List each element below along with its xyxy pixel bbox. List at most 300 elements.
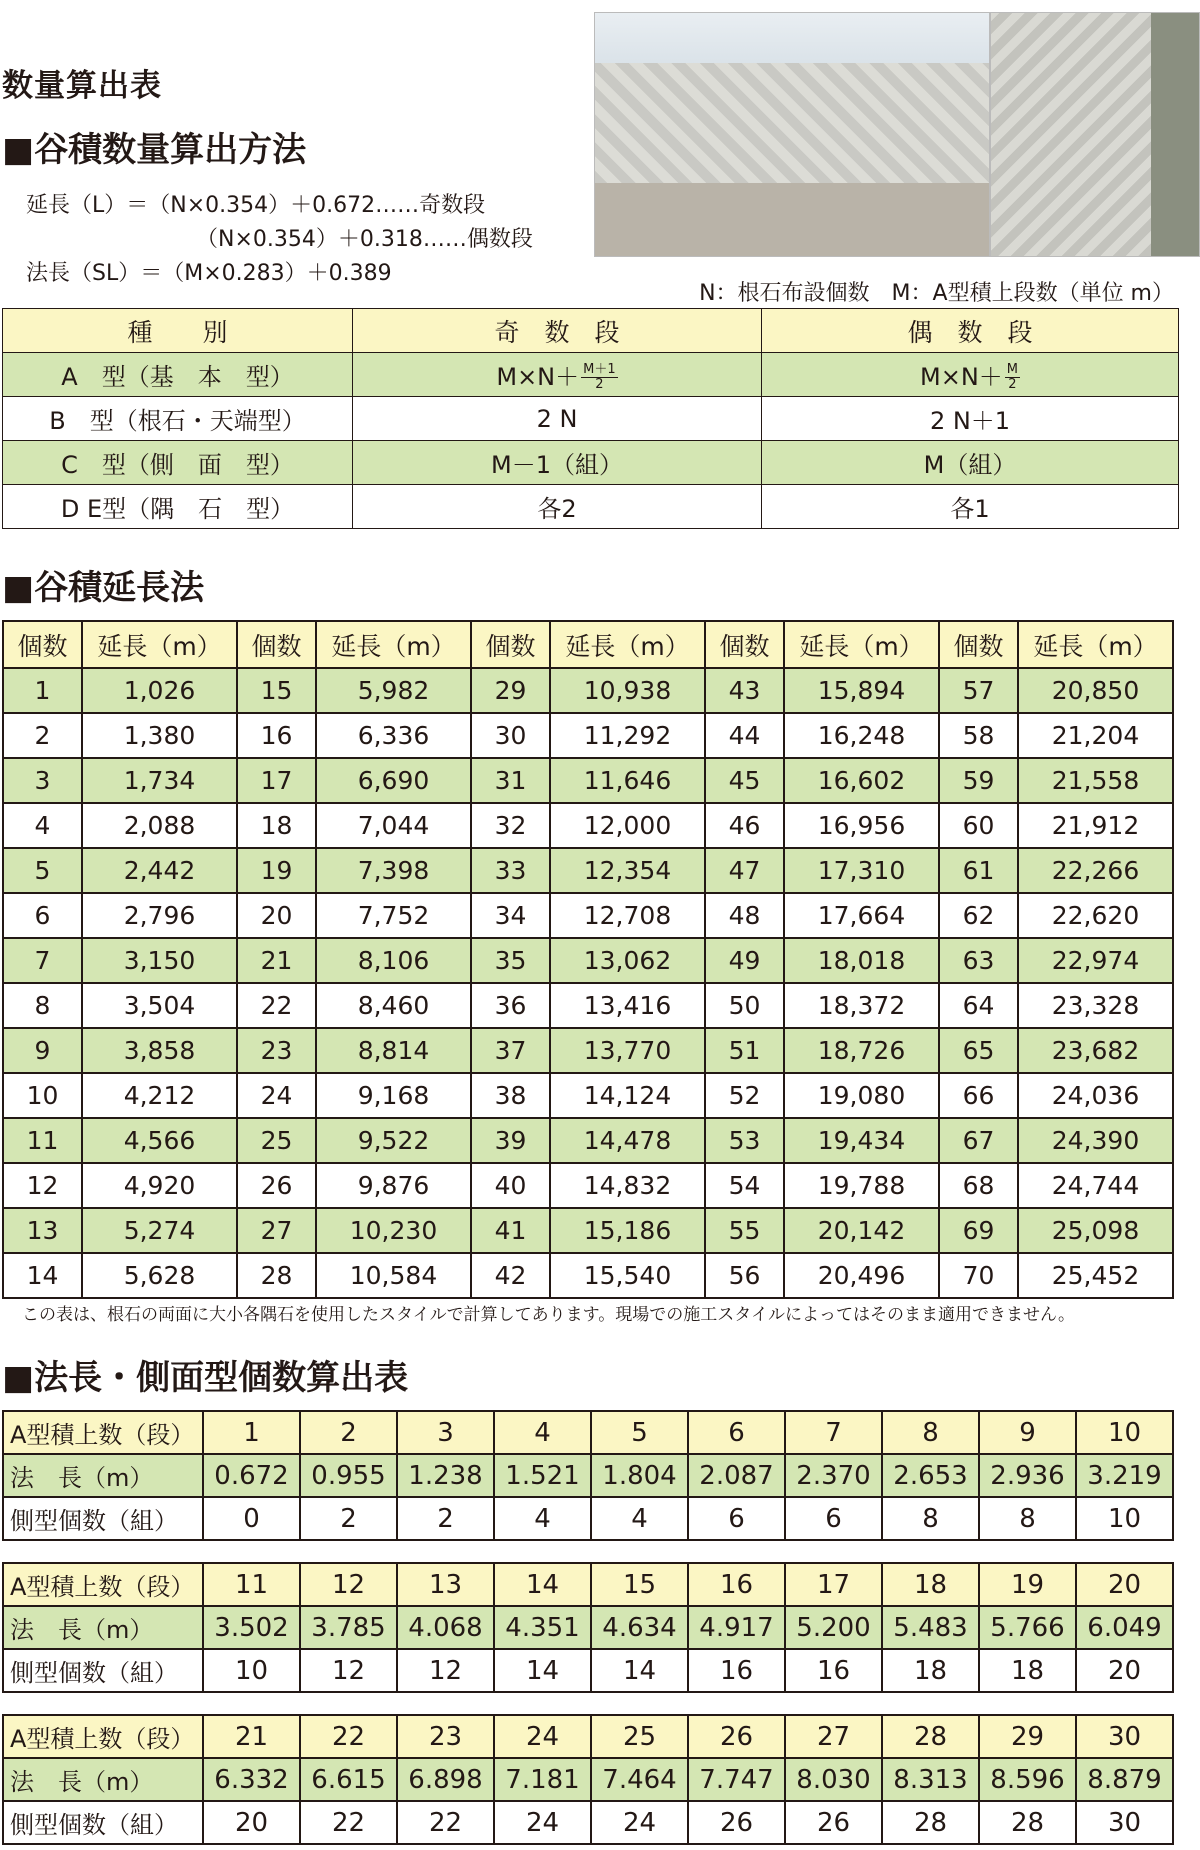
value-cell: 4.068: [397, 1606, 494, 1649]
value-cell: 2.370: [785, 1454, 882, 1497]
count-cell: 48: [705, 893, 784, 938]
count-cell: 11: [3, 1118, 82, 1163]
value-cell: 30: [1076, 1715, 1173, 1758]
length-cell: 25,452: [1018, 1253, 1173, 1298]
count-cell: 28: [237, 1253, 316, 1298]
length-cell: 7,398: [316, 848, 471, 893]
value-cell: 28: [882, 1801, 979, 1844]
count-cell: 19: [237, 848, 316, 893]
header-length: 延長（m）: [316, 621, 471, 668]
length-table: [2, 620, 1174, 1299]
length-cell: 10,938: [550, 668, 705, 713]
value-cell: 4: [591, 1497, 688, 1540]
length-cell: 13,062: [550, 938, 705, 983]
formula-slope-expr: （M×0.283）＋0.389: [162, 261, 392, 286]
value-cell: 2: [300, 1411, 397, 1454]
count-cell: 13: [3, 1208, 82, 1253]
value-cell: 19: [979, 1563, 1076, 1606]
header-length: 延長（m）: [550, 621, 705, 668]
length-cell: 17,310: [784, 848, 939, 893]
value-cell: 7.747: [688, 1758, 785, 1801]
table-row: [3, 1028, 1173, 1073]
count-cell: 29: [471, 668, 550, 713]
value-cell: 28: [979, 1801, 1076, 1844]
odd-formula-prefix: M×N＋: [496, 362, 580, 391]
fraction: [581, 363, 618, 392]
table-row: [3, 1163, 1173, 1208]
count-cell: 15: [237, 668, 316, 713]
table-row: [3, 1253, 1173, 1298]
length-table-header: [3, 621, 1173, 668]
length-cell: 21,558: [1018, 758, 1173, 803]
count-cell: 57: [939, 668, 1018, 713]
value-cell: 0.672: [203, 1454, 300, 1497]
length-cell: 16,602: [784, 758, 939, 803]
type-name: B 型（根石・天端型）: [3, 397, 353, 441]
odd-value: M－1（組）: [353, 441, 762, 485]
count-cell: 2: [3, 713, 82, 758]
even-value: 2 N＋1: [762, 397, 1179, 441]
value-cell: 3: [397, 1411, 494, 1454]
count-cell: 42: [471, 1253, 550, 1298]
value-cell: 3.502: [203, 1606, 300, 1649]
length-cell: 10,230: [316, 1208, 471, 1253]
length-cell: 15,894: [784, 668, 939, 713]
count-cell: 9: [3, 1028, 82, 1073]
value-cell: 14: [494, 1563, 591, 1606]
slope-table: [2, 1410, 1174, 1541]
header-count: 個数: [705, 621, 784, 668]
value-cell: 3.785: [300, 1606, 397, 1649]
value-cell: 14: [494, 1649, 591, 1692]
row-label: 法 長（m）: [3, 1758, 203, 1801]
length-cell: 7,752: [316, 893, 471, 938]
row-label: 法 長（m）: [3, 1454, 203, 1497]
side-count-row: [3, 1497, 1173, 1540]
value-cell: 3.219: [1076, 1454, 1173, 1497]
value-cell: 0: [203, 1497, 300, 1540]
value-cell: 8.313: [882, 1758, 979, 1801]
fraction-denominator: 2: [595, 377, 604, 393]
value-cell: 24: [494, 1715, 591, 1758]
fraction: [1005, 363, 1020, 392]
count-cell: 49: [705, 938, 784, 983]
count-cell: 8: [3, 983, 82, 1028]
count-cell: 37: [471, 1028, 550, 1073]
length-cell: 14,124: [550, 1073, 705, 1118]
length-cell: 1,026: [82, 668, 237, 713]
formula-length-label: 延長（L）＝: [26, 193, 149, 218]
value-cell: 8.879: [1076, 1758, 1173, 1801]
header-type: 種 別: [3, 309, 353, 353]
retaining-wall-closeup-photo: [990, 12, 1200, 257]
count-cell: 4: [3, 803, 82, 848]
header-length: 延長（m）: [1018, 621, 1173, 668]
count-cell: 5: [3, 848, 82, 893]
count-cell: 27: [237, 1208, 316, 1253]
type-row-c: [3, 441, 1179, 485]
header-even: 偶 数 段: [762, 309, 1179, 353]
value-cell: 6.615: [300, 1758, 397, 1801]
header-count: 個数: [471, 621, 550, 668]
value-cell: 7: [785, 1411, 882, 1454]
length-cell: 14,832: [550, 1163, 705, 1208]
value-cell: 6: [785, 1497, 882, 1540]
type-name: D E型（隅 石 型）: [3, 485, 353, 529]
length-cell: 9,168: [316, 1073, 471, 1118]
count-cell: 41: [471, 1208, 550, 1253]
fraction-numerator: M＋1: [583, 362, 616, 378]
value-cell: 5: [591, 1411, 688, 1454]
steps-row: [3, 1411, 1173, 1454]
length-cell: 11,646: [550, 758, 705, 803]
type-row-de: [3, 485, 1179, 529]
table-row: [3, 1073, 1173, 1118]
value-cell: 8: [979, 1497, 1076, 1540]
count-cell: 21: [237, 938, 316, 983]
count-cell: 63: [939, 938, 1018, 983]
table-row: [3, 1118, 1173, 1163]
formula-slope-label: 法長（SL）＝: [26, 261, 163, 286]
value-cell: 1.238: [397, 1454, 494, 1497]
footnote: この表は、根石の両面に大小各隅石を使用したスタイルで計算してあります。現場での施工スタイルによってはそのまま適用できません。: [22, 1305, 1075, 1325]
length-cell: 4,212: [82, 1073, 237, 1118]
even-value: 各1: [762, 485, 1179, 529]
value-cell: 21: [203, 1715, 300, 1758]
side-count-row: [3, 1801, 1173, 1844]
type-row-b: [3, 397, 1179, 441]
value-cell: 16: [688, 1649, 785, 1692]
count-cell: 40: [471, 1163, 550, 1208]
length-cell: 22,266: [1018, 848, 1173, 893]
count-cell: 56: [705, 1253, 784, 1298]
length-cell: 2,088: [82, 803, 237, 848]
count-cell: 7: [3, 938, 82, 983]
slope-table: [2, 1562, 1174, 1693]
length-cell: 20,142: [784, 1208, 939, 1253]
count-cell: 69: [939, 1208, 1018, 1253]
count-cell: 32: [471, 803, 550, 848]
table-row: [3, 803, 1173, 848]
table-row: [3, 758, 1173, 803]
count-cell: 53: [705, 1118, 784, 1163]
length-cell: 14,478: [550, 1118, 705, 1163]
value-cell: 6: [688, 1497, 785, 1540]
value-cell: 4: [494, 1497, 591, 1540]
value-cell: 18: [882, 1649, 979, 1692]
slope-table: [2, 1714, 1174, 1845]
length-cell: 6,690: [316, 758, 471, 803]
value-cell: 12: [300, 1649, 397, 1692]
count-cell: 12: [3, 1163, 82, 1208]
value-cell: 9: [979, 1411, 1076, 1454]
length-cell: 13,770: [550, 1028, 705, 1073]
count-cell: 54: [705, 1163, 784, 1208]
value-cell: 1.804: [591, 1454, 688, 1497]
row-label: 側型個数（組）: [3, 1497, 203, 1540]
length-cell: 20,850: [1018, 668, 1173, 713]
length-cell: 8,106: [316, 938, 471, 983]
value-cell: 14: [591, 1649, 688, 1692]
count-cell: 25: [237, 1118, 316, 1163]
value-cell: 7.464: [591, 1758, 688, 1801]
value-cell: 8.030: [785, 1758, 882, 1801]
value-cell: 7.181: [494, 1758, 591, 1801]
value-cell: 2.087: [688, 1454, 785, 1497]
length-cell: 5,628: [82, 1253, 237, 1298]
value-cell: 16: [688, 1563, 785, 1606]
type-table: [2, 308, 1179, 529]
page-title: 数量算出表: [2, 68, 162, 104]
odd-formula: [353, 353, 762, 397]
value-cell: 18: [882, 1563, 979, 1606]
count-cell: 47: [705, 848, 784, 893]
length-cell: 2,442: [82, 848, 237, 893]
table-row: [3, 1208, 1173, 1253]
length-cell: 19,080: [784, 1073, 939, 1118]
table-row: [3, 848, 1173, 893]
formula-line-3: [26, 256, 392, 287]
length-cell: 18,726: [784, 1028, 939, 1073]
value-cell: 26: [688, 1715, 785, 1758]
table-row: [3, 983, 1173, 1028]
count-cell: 34: [471, 893, 550, 938]
count-cell: 39: [471, 1118, 550, 1163]
value-cell: 10: [1076, 1411, 1173, 1454]
length-cell: 1,380: [82, 713, 237, 758]
count-cell: 10: [3, 1073, 82, 1118]
count-cell: 65: [939, 1028, 1018, 1073]
length-cell: 5,274: [82, 1208, 237, 1253]
count-cell: 36: [471, 983, 550, 1028]
length-cell: 19,788: [784, 1163, 939, 1208]
value-cell: 5.483: [882, 1606, 979, 1649]
formula-line-2: （N×0.354）＋0.318……偶数段: [196, 227, 533, 252]
value-cell: 1: [203, 1411, 300, 1454]
steps-row: [3, 1715, 1173, 1758]
value-cell: 20: [203, 1801, 300, 1844]
count-cell: 51: [705, 1028, 784, 1073]
length-cell: 21,912: [1018, 803, 1173, 848]
section-heading-slope: ■法長・側面型個数算出表: [2, 1358, 409, 1398]
value-cell: 2: [397, 1497, 494, 1540]
length-cell: 12,354: [550, 848, 705, 893]
side-count-row: [3, 1649, 1173, 1692]
count-cell: 30: [471, 713, 550, 758]
value-cell: 23: [397, 1715, 494, 1758]
count-cell: 3: [3, 758, 82, 803]
value-cell: 4.351: [494, 1606, 591, 1649]
count-cell: 14: [3, 1253, 82, 1298]
value-cell: 22: [397, 1801, 494, 1844]
count-cell: 60: [939, 803, 1018, 848]
value-cell: 4.917: [688, 1606, 785, 1649]
value-cell: 5.200: [785, 1606, 882, 1649]
value-cell: 10: [1076, 1497, 1173, 1540]
value-cell: 30: [1076, 1801, 1173, 1844]
length-cell: 8,460: [316, 983, 471, 1028]
length-cell: 19,434: [784, 1118, 939, 1163]
even-formula: [762, 353, 1179, 397]
table-row: [3, 668, 1173, 713]
row-label: A型積上数（段）: [3, 1715, 203, 1758]
value-cell: 18: [979, 1649, 1076, 1692]
count-cell: 67: [939, 1118, 1018, 1163]
length-cell: 3,858: [82, 1028, 237, 1073]
table-row: [3, 713, 1173, 758]
length-cell: 17,664: [784, 893, 939, 938]
count-cell: 55: [705, 1208, 784, 1253]
table-row: [3, 893, 1173, 938]
value-cell: 16: [785, 1649, 882, 1692]
odd-value: 2 N: [353, 397, 762, 441]
section-heading-method: ■谷積数量算出方法: [2, 130, 307, 170]
count-cell: 38: [471, 1073, 550, 1118]
value-cell: 12: [300, 1563, 397, 1606]
value-cell: 20: [1076, 1563, 1173, 1606]
formula-line-1: [26, 188, 485, 219]
section-heading-length: ■谷積延長法: [2, 568, 205, 608]
type-table-header: [3, 309, 1179, 353]
length-cell: 4,920: [82, 1163, 237, 1208]
value-cell: 26: [688, 1801, 785, 1844]
length-cell: 21,204: [1018, 713, 1173, 758]
length-cell: 11,292: [550, 713, 705, 758]
count-cell: 33: [471, 848, 550, 893]
value-cell: 1.521: [494, 1454, 591, 1497]
type-name: A 型（基 本 型）: [3, 353, 353, 397]
count-cell: 24: [237, 1073, 316, 1118]
value-cell: 24: [591, 1801, 688, 1844]
length-cell: 16,956: [784, 803, 939, 848]
slope-length-row: [3, 1454, 1173, 1497]
length-cell: 18,018: [784, 938, 939, 983]
length-cell: 23,328: [1018, 983, 1173, 1028]
length-cell: 24,390: [1018, 1118, 1173, 1163]
value-cell: 6.898: [397, 1758, 494, 1801]
length-cell: 22,620: [1018, 893, 1173, 938]
length-cell: 18,372: [784, 983, 939, 1028]
count-cell: 58: [939, 713, 1018, 758]
header-odd: 奇 数 段: [353, 309, 762, 353]
row-label: A型積上数（段）: [3, 1563, 203, 1606]
count-cell: 66: [939, 1073, 1018, 1118]
header-count: 個数: [237, 621, 316, 668]
length-cell: 3,504: [82, 983, 237, 1028]
row-label: 側型個数（組）: [3, 1649, 203, 1692]
count-cell: 45: [705, 758, 784, 803]
count-cell: 26: [237, 1163, 316, 1208]
value-cell: 26: [785, 1801, 882, 1844]
value-cell: 24: [494, 1801, 591, 1844]
value-cell: 4: [494, 1411, 591, 1454]
length-cell: 13,416: [550, 983, 705, 1028]
length-cell: 9,876: [316, 1163, 471, 1208]
value-cell: 27: [785, 1715, 882, 1758]
length-cell: 5,982: [316, 668, 471, 713]
length-cell: 2,796: [82, 893, 237, 938]
header-length: 延長（m）: [82, 621, 237, 668]
type-name: C 型（側 面 型）: [3, 441, 353, 485]
steps-row: [3, 1563, 1173, 1606]
value-cell: 22: [300, 1801, 397, 1844]
count-cell: 59: [939, 758, 1018, 803]
count-cell: 61: [939, 848, 1018, 893]
even-value: M（組）: [762, 441, 1179, 485]
count-cell: 20: [237, 893, 316, 938]
table-row: [3, 938, 1173, 983]
count-cell: 35: [471, 938, 550, 983]
length-cell: 3,150: [82, 938, 237, 983]
value-cell: 6.049: [1076, 1606, 1173, 1649]
length-cell: 6,336: [316, 713, 471, 758]
count-cell: 31: [471, 758, 550, 803]
even-formula-prefix: M×N＋: [920, 362, 1003, 391]
length-cell: 12,708: [550, 893, 705, 938]
value-cell: 5.766: [979, 1606, 1076, 1649]
row-label: A型積上数（段）: [3, 1411, 203, 1454]
value-cell: 29: [979, 1715, 1076, 1758]
length-cell: 9,522: [316, 1118, 471, 1163]
length-cell: 4,566: [82, 1118, 237, 1163]
count-cell: 18: [237, 803, 316, 848]
count-cell: 16: [237, 713, 316, 758]
value-cell: 6: [688, 1411, 785, 1454]
value-cell: 0.955: [300, 1454, 397, 1497]
slope-length-row: [3, 1758, 1173, 1801]
header-length: 延長（m）: [784, 621, 939, 668]
value-cell: 20: [1076, 1649, 1173, 1692]
row-label: 法 長（m）: [3, 1606, 203, 1649]
slope-length-row: [3, 1606, 1173, 1649]
length-cell: 24,744: [1018, 1163, 1173, 1208]
length-cell: 15,540: [550, 1253, 705, 1298]
length-cell: 12,000: [550, 803, 705, 848]
length-cell: 7,044: [316, 803, 471, 848]
value-cell: 13: [397, 1563, 494, 1606]
length-cell: 24,036: [1018, 1073, 1173, 1118]
header-count: 個数: [939, 621, 1018, 668]
formula-odd-expr: （N×0.354）＋0.672……奇数段: [148, 193, 486, 218]
value-cell: 28: [882, 1715, 979, 1758]
value-cell: 8: [882, 1411, 979, 1454]
value-cell: 22: [300, 1715, 397, 1758]
value-cell: 2.653: [882, 1454, 979, 1497]
fraction-denominator: 2: [1008, 377, 1017, 393]
value-cell: 15: [591, 1563, 688, 1606]
count-cell: 50: [705, 983, 784, 1028]
value-cell: 25: [591, 1715, 688, 1758]
odd-value: 各2: [353, 485, 762, 529]
value-cell: 2: [300, 1497, 397, 1540]
count-cell: 43: [705, 668, 784, 713]
count-cell: 62: [939, 893, 1018, 938]
length-cell: 15,186: [550, 1208, 705, 1253]
value-cell: 8.596: [979, 1758, 1076, 1801]
length-cell: 10,584: [316, 1253, 471, 1298]
row-label: 側型個数（組）: [3, 1801, 203, 1844]
length-cell: 25,098: [1018, 1208, 1173, 1253]
value-cell: 2.936: [979, 1454, 1076, 1497]
value-cell: 8: [882, 1497, 979, 1540]
count-cell: 70: [939, 1253, 1018, 1298]
length-cell: 16,248: [784, 713, 939, 758]
value-cell: 12: [397, 1649, 494, 1692]
fraction-numerator: M: [1006, 362, 1018, 378]
length-cell: 1,734: [82, 758, 237, 803]
retaining-wall-photo: [594, 12, 990, 257]
length-cell: 22,974: [1018, 938, 1173, 983]
